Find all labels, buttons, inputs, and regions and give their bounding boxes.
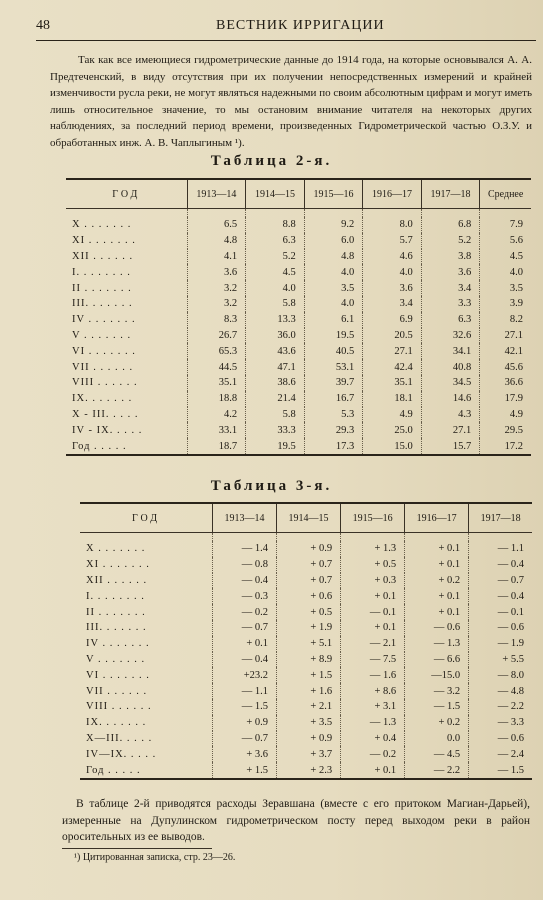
table-3-row-label: IV—IX. . . . . [86, 748, 157, 760]
table-2-cell: 65.3 [187, 343, 246, 359]
table-2-cell: 18.8 [187, 391, 246, 407]
table-2-cell: 7.9 [480, 217, 531, 233]
table-3-row-label: XI . . . . . . . [86, 559, 150, 571]
table-2-cell: 40.8 [421, 359, 480, 375]
table-2-row-label: V . . . . . . . [72, 329, 132, 341]
table-2-cell: 29.5 [480, 422, 531, 438]
table-2-cell: 45.6 [480, 359, 531, 375]
table-2-row [66, 343, 531, 359]
table-2-cell: 14.6 [421, 391, 480, 407]
table-3-row [80, 652, 532, 668]
table-3-row-label: IV . . . . . . . [86, 638, 150, 650]
table-3-cell: + 2.1 [277, 699, 341, 715]
table-3-cell: — 7.5 [341, 652, 405, 668]
table-2-cell: 6.1 [304, 312, 363, 328]
table-2-cell: 4.6 [363, 249, 422, 265]
table-3-cell: — 1.6 [341, 667, 405, 683]
table-2-row-label: Год . . . . . [66, 438, 187, 455]
table-3-cell: — 0.6 [469, 620, 532, 636]
table-2-cell: 5.8 [246, 296, 305, 312]
intro-paragraph [50, 52, 532, 151]
table-2-row [66, 280, 531, 296]
table-2-cell: 4.3 [421, 407, 480, 423]
table-2-row-label: II . . . . . . . [72, 282, 132, 294]
journal-title: ВЕСТНИК ИРРИГАЦИИ [216, 18, 385, 33]
table-3-header-cell: 1917—18 [469, 503, 532, 533]
table-3-row-label: V . . . . . . . [86, 653, 146, 665]
table-3-row [80, 573, 532, 589]
table-3-row-label: III. . . . . . . [86, 622, 147, 634]
table-2-cell: 4.0 [480, 264, 531, 280]
table-2-cell: 4.0 [363, 264, 422, 280]
table-2-cell: 5.7 [363, 233, 422, 249]
table-3-row [80, 557, 532, 573]
table-2-header-cell: 1915—16 [304, 179, 363, 209]
footnote: ¹) Цитированная записка, стр. 23—26. [74, 852, 236, 863]
table-3-header-row [80, 503, 532, 533]
table-3-cell: — 0.4 [212, 652, 276, 668]
table-3-cell: — 2.2 [469, 699, 532, 715]
table-2-row [66, 233, 531, 249]
table-3-cell: — 0.1 [469, 604, 532, 620]
table-3-row-label: X . . . . . . . [86, 543, 146, 555]
table-3-row [80, 604, 532, 620]
table-2-row [66, 217, 531, 233]
table-3-cell: — 0.6 [405, 620, 469, 636]
table-3-cell: — 4.5 [405, 746, 469, 762]
table-2-row [66, 264, 531, 280]
table-3-header-cell: 1913—14 [212, 503, 276, 533]
table-2-row [66, 422, 531, 438]
table-3-row [80, 715, 532, 731]
table-2-row-label: VI . . . . . . . [72, 345, 136, 357]
table-3-cell: — 0.6 [469, 731, 532, 747]
table-2-cell: 4.0 [304, 264, 363, 280]
table-3-cell: 0.0 [405, 731, 469, 747]
table-3-row-label: II . . . . . . . [86, 606, 146, 618]
table-2-cell: 27.1 [480, 328, 531, 344]
table-3-cell: + 0.2 [405, 715, 469, 731]
table-3-cell: — 1.3 [405, 636, 469, 652]
table-2-cell: 8.8 [246, 217, 305, 233]
table-3-cell: + 0.9 [277, 731, 341, 747]
table-2-cell: 3.6 [187, 264, 246, 280]
table-3-cell: + 0.7 [277, 557, 341, 573]
table-2-row [66, 249, 531, 265]
table-2-cell: 6.5 [187, 217, 246, 233]
table-2-cell: 3.2 [187, 280, 246, 296]
table-2-cell: 3.2 [187, 296, 246, 312]
table-2-cell: 8.3 [187, 312, 246, 328]
table-2-title: Таблица 2-я. [210, 153, 333, 169]
table-3-cell: + 3.7 [277, 746, 341, 762]
table-2-cell: 19.5 [246, 438, 305, 455]
table-2-cell: 3.6 [421, 264, 480, 280]
table-3-cell: + 5.5 [469, 652, 532, 668]
table-3-row [80, 699, 532, 715]
table-2-header-cell: 1913—14 [187, 179, 246, 209]
table-3-cell: — 0.3 [212, 588, 276, 604]
table-3-cell: + 0.9 [277, 541, 341, 557]
table-3-cell: — 1.1 [212, 683, 276, 699]
table-3-header-cell: 1914—15 [277, 503, 341, 533]
table-3 [80, 502, 532, 780]
table-2-cell: 6.0 [304, 233, 363, 249]
table-3-cell: — 0.4 [469, 588, 532, 604]
table-2-cell: 53.1 [304, 359, 363, 375]
table-2-cell: 3.5 [480, 280, 531, 296]
table-2-cell: 35.1 [187, 375, 246, 391]
table-2-cell: 34.5 [421, 375, 480, 391]
table-3-cell: +23.2 [212, 667, 276, 683]
table-2-cell: 5.8 [246, 407, 305, 423]
table-2-cell: 15.0 [363, 438, 422, 455]
table-3-row-label: I. . . . . . . . [86, 590, 145, 602]
table-3-row-label: VIII . . . . . . [86, 701, 152, 713]
table-2-cell: 4.1 [187, 249, 246, 265]
table-2-row [66, 328, 531, 344]
table-3-cell: + 1.3 [341, 541, 405, 557]
table-2-row [66, 375, 531, 391]
table-2-row-label: XII . . . . . . [72, 250, 134, 262]
table-2-cell: 16.7 [304, 391, 363, 407]
table-2-spacer-row [66, 209, 531, 218]
table-3-row-label: X—III. . . . . [86, 732, 153, 744]
table-2-cell: 3.4 [421, 280, 480, 296]
table-3-cell: + 2.3 [277, 762, 341, 779]
table-3-row [80, 636, 532, 652]
table-3-cell: + 0.3 [341, 573, 405, 589]
table-2-header-cell: 1914—15 [246, 179, 305, 209]
table-2-cell: 6.9 [363, 312, 422, 328]
table-3-cell: + 0.6 [277, 588, 341, 604]
table-2-cell: 6.3 [421, 312, 480, 328]
table-3-cell: — 0.7 [469, 573, 532, 589]
table-2-row [66, 359, 531, 375]
table-2-cell: 19.5 [304, 328, 363, 344]
table-2-row-label: VII . . . . . . [72, 361, 134, 373]
table-3-cell: + 0.1 [341, 762, 405, 779]
table-3-row-label: IX. . . . . . . [86, 717, 147, 729]
table-3-header-cell: 1916—17 [405, 503, 469, 533]
table-3-cell: — 0.2 [212, 604, 276, 620]
table-3-cell: — 2.2 [405, 762, 469, 779]
table-3-cell: + 1.5 [212, 762, 276, 779]
table-2-cell: 18.1 [363, 391, 422, 407]
table-3-row [80, 667, 532, 683]
table-3-cell: — 8.0 [469, 667, 532, 683]
table-2-cell: 38.6 [246, 375, 305, 391]
table-3-title: Таблица 3-я. [210, 478, 333, 494]
page-number: 48 [36, 18, 50, 33]
table-3-cell: + 0.1 [405, 541, 469, 557]
table-2-row [66, 407, 531, 423]
table-2-cell: 3.4 [363, 296, 422, 312]
table-2-row [66, 391, 531, 407]
table-2-cell: 42.1 [480, 343, 531, 359]
table-2-row-label: X . . . . . . . [72, 219, 132, 231]
table-3-cell: — 2.4 [469, 746, 532, 762]
table-3-cell: — 6.6 [405, 652, 469, 668]
table-3-cell: + 0.1 [341, 588, 405, 604]
table-2-header-cell: 1916—17 [363, 179, 422, 209]
table-2-cell: 47.1 [246, 359, 305, 375]
table-2-cell: 17.2 [480, 438, 531, 455]
table-2-cell: 32.6 [421, 328, 480, 344]
table-3-cell: + 8.9 [277, 652, 341, 668]
table-2-header-row [66, 179, 531, 209]
table-3-row [80, 588, 532, 604]
table-2-row-label: IX. . . . . . . [72, 393, 133, 405]
table-3-cell: + 0.1 [341, 620, 405, 636]
table-3-header-cell: ГОД [80, 503, 212, 533]
table-3-row [80, 683, 532, 699]
table-3-cell: + 0.9 [212, 715, 276, 731]
table-2-cell: 43.6 [246, 343, 305, 359]
table-2-cell: 17.3 [304, 438, 363, 455]
table-3-cell: — 0.1 [341, 604, 405, 620]
table-3-cell: + 0.7 [277, 573, 341, 589]
table-3-cell: — 1.9 [469, 636, 532, 652]
table-3-header-cell: 1915—16 [341, 503, 405, 533]
table-3-cell: — 1.5 [212, 699, 276, 715]
table-3-cell: + 0.5 [277, 604, 341, 620]
table-2-cell: 27.1 [363, 343, 422, 359]
table-2-cell: 5.6 [480, 233, 531, 249]
table-3-cell: + 1.5 [277, 667, 341, 683]
table-3-cell: + 1.6 [277, 683, 341, 699]
table-2-row-label: X - III. . . . . [72, 408, 139, 420]
table-2-cell: 36.0 [246, 328, 305, 344]
table-3-cell: — 0.4 [212, 573, 276, 589]
table-2-cell: 18.7 [187, 438, 246, 455]
table-2-row-label: IV - IX. . . . . [72, 424, 143, 436]
table-2-cell: 3.6 [363, 280, 422, 296]
table-3-cell: + 0.1 [405, 588, 469, 604]
table-2-cell: 3.3 [421, 296, 480, 312]
table-3-cell: — 2.1 [341, 636, 405, 652]
table-3-cell: + 5.1 [277, 636, 341, 652]
table-2-cell: 40.5 [304, 343, 363, 359]
table-2-cell: 4.5 [480, 249, 531, 265]
table-2-cell: 44.5 [187, 359, 246, 375]
table-2-cell: 4.8 [187, 233, 246, 249]
table-2-cell: 13.3 [246, 312, 305, 328]
table-3-row-label: VI . . . . . . . [86, 669, 150, 681]
table-3-cell: + 0.1 [212, 636, 276, 652]
table-3-cell: + 3.6 [212, 746, 276, 762]
table-2-cell: 9.2 [304, 217, 363, 233]
table-3-cell: + 3.5 [277, 715, 341, 731]
table-2-cell: 25.0 [363, 422, 422, 438]
table-3-cell: + 0.5 [341, 557, 405, 573]
table-3-row [80, 731, 532, 747]
table-2-cell: 5.2 [421, 233, 480, 249]
table-2-cell: 4.2 [187, 407, 246, 423]
table-2-cell: 34.1 [421, 343, 480, 359]
table-2-cell: 42.4 [363, 359, 422, 375]
table-2-cell: 5.3 [304, 407, 363, 423]
table-2-cell: 35.1 [363, 375, 422, 391]
table-3-cell: — 0.8 [212, 557, 276, 573]
table-3-row-label: VII . . . . . . [86, 685, 148, 697]
table-2-cell: 4.9 [363, 407, 422, 423]
table-2-cell: 5.2 [246, 249, 305, 265]
table-3-cell: + 8.6 [341, 683, 405, 699]
page-header [36, 18, 536, 41]
table-2-cell: 17.9 [480, 391, 531, 407]
table-3-row [80, 762, 532, 779]
table-3-row [80, 746, 532, 762]
table-2-cell: 8.0 [363, 217, 422, 233]
table-2-row [66, 312, 531, 328]
table-2-cell: 33.1 [187, 422, 246, 438]
table-2-cell: 4.8 [304, 249, 363, 265]
table-3-cell: — 0.4 [469, 557, 532, 573]
table-2-cell: 29.3 [304, 422, 363, 438]
closing-paragraph [62, 796, 530, 846]
table-2-row-label: III. . . . . . . [72, 298, 133, 310]
table-2-cell: 27.1 [421, 422, 480, 438]
table-2-row-label: I. . . . . . . . [72, 266, 131, 278]
table-2-cell: 3.9 [480, 296, 531, 312]
table-3-cell: — 0.2 [341, 746, 405, 762]
table-2-cell: 4.5 [246, 264, 305, 280]
table-2 [66, 178, 531, 456]
table-2-cell: 33.3 [246, 422, 305, 438]
table-2-header-cell: 1917—18 [421, 179, 480, 209]
table-3-cell: —15.0 [405, 667, 469, 683]
table-2-cell: 8.2 [480, 312, 531, 328]
table-2-cell: 20.5 [363, 328, 422, 344]
table-3-cell: + 3.1 [341, 699, 405, 715]
table-2-row [66, 296, 531, 312]
table-3-cell: — 3.3 [469, 715, 532, 731]
table-3-cell: + 0.4 [341, 731, 405, 747]
table-2-header-cell: ГОД [66, 179, 187, 209]
footnote-rule [62, 848, 212, 849]
table-2-cell: 4.0 [246, 280, 305, 296]
table-2-cell: 3.5 [304, 280, 363, 296]
table-2-cell: 3.8 [421, 249, 480, 265]
table-3-cell: — 1.1 [469, 541, 532, 557]
table-3-cell: — 4.8 [469, 683, 532, 699]
table-3-cell: + 0.1 [405, 557, 469, 573]
table-2-row [66, 438, 531, 455]
table-2-cell: 4.0 [304, 296, 363, 312]
table-2-cell: 26.7 [187, 328, 246, 344]
table-3-row-label: XII . . . . . . [86, 574, 148, 586]
table-3-spacer-row [80, 533, 532, 542]
intro-text: Так как все имеющиеся гидрометрические данные до 1914 года, на которые основывался А. А. Предтеченский, в виду отсутствия при их получении непосредственных измерений и крайней изменчивости русла реки, не могут являться надежными по своим абсолютным цифрам и могут иметь лишь относительное значение, то мы остановим внимание читателя на некоторых других наблюдениях, за последний период времени, произведенных Гидрометрической частью О.З.У. и обработанных инж. А. В. Чаплыгиным ¹). [50, 54, 532, 149]
table-2-cell: 39.7 [304, 375, 363, 391]
table-3-row [80, 541, 532, 557]
closing-text: В таблице 2-й приводятся расходы Зеравшана (вместе с его притоком Магиан-Дарьей), измеренные на Дупулинском гидрометрическом посту перед выходом реки в район оросительных из ее выводов. [62, 798, 530, 843]
table-2-cell: 6.8 [421, 217, 480, 233]
table-3-cell: — 0.7 [212, 731, 276, 747]
table-3-cell: — 0.7 [212, 620, 276, 636]
table-2-cell: 4.9 [480, 407, 531, 423]
table-2-cell: 6.3 [246, 233, 305, 249]
table-2-row-label: IV . . . . . . . [72, 314, 136, 326]
table-3-row-label: Год . . . . . [80, 762, 212, 779]
table-3-row [80, 620, 532, 636]
table-3-cell: + 0.2 [405, 573, 469, 589]
table-3-cell: — 1.5 [469, 762, 532, 779]
table-2-cell: 36.6 [480, 375, 531, 391]
table-2-cell: 21.4 [246, 391, 305, 407]
table-3-cell: — 3.2 [405, 683, 469, 699]
table-3-cell: + 0.1 [405, 604, 469, 620]
table-3-cell: — 1.4 [212, 541, 276, 557]
table-2-row-label: XI . . . . . . . [72, 235, 136, 247]
table-2-cell: 15.7 [421, 438, 480, 455]
table-2-header-cell: Среднее [480, 179, 531, 209]
table-2-row-label: VIII . . . . . . [72, 377, 138, 389]
table-3-cell: — 1.5 [405, 699, 469, 715]
table-3-cell: — 1.3 [341, 715, 405, 731]
table-3-cell: + 1.9 [277, 620, 341, 636]
